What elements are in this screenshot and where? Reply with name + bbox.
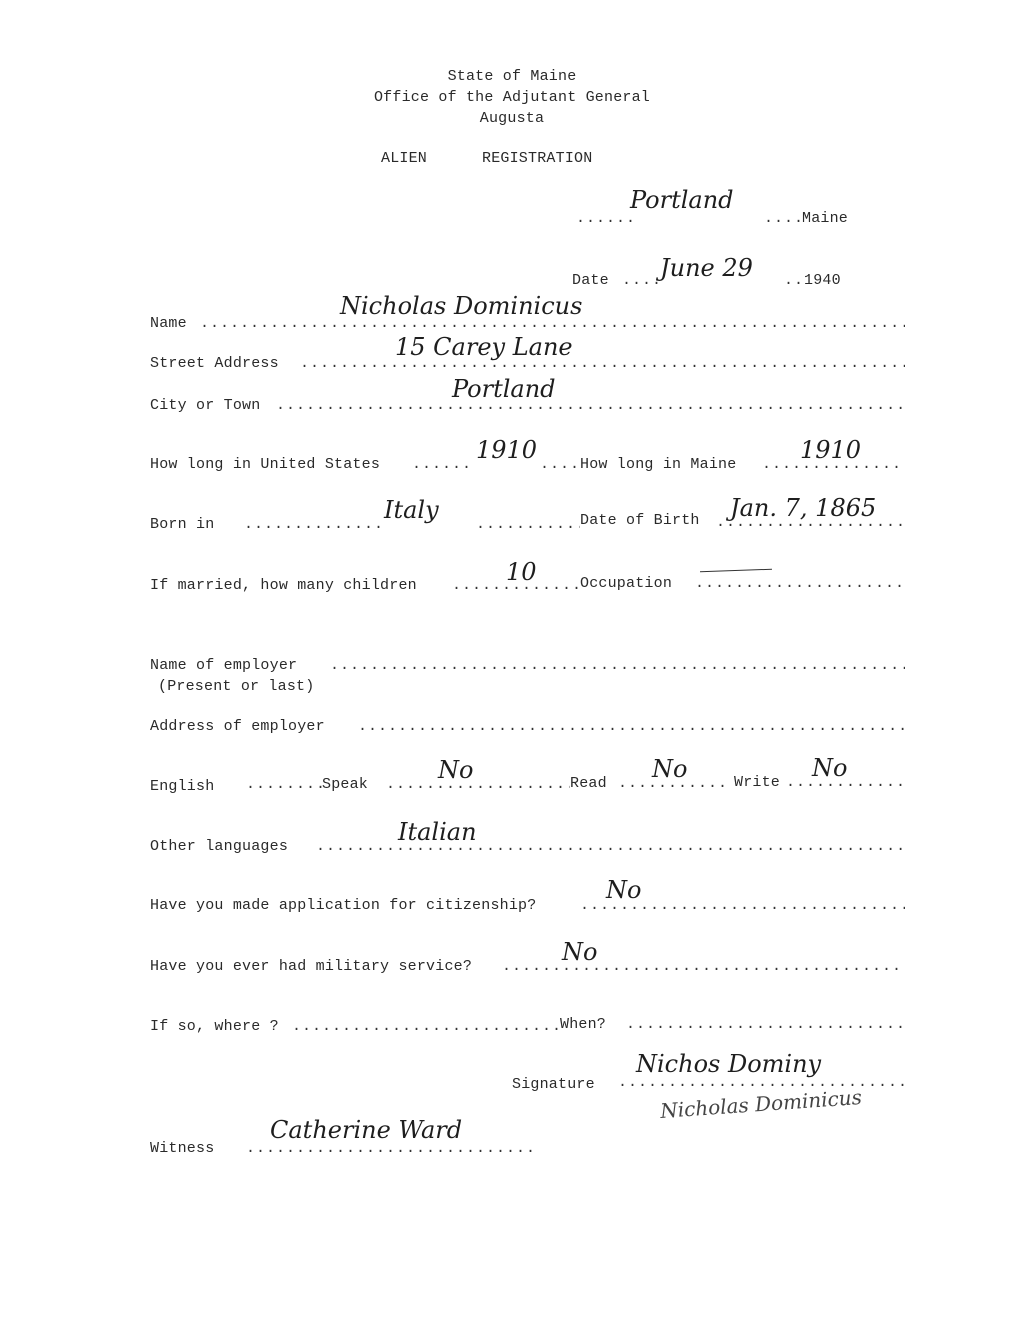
city-value: Portland <box>452 375 556 403</box>
how-long-maine-value: 1910 <box>800 436 862 464</box>
read-label: Read <box>570 775 607 792</box>
born-in-dots-b <box>476 516 580 534</box>
born-in-dots-a <box>244 516 384 534</box>
children-value: 10 <box>506 558 537 586</box>
header-state: State of Maine <box>447 68 577 85</box>
date-dots-a <box>622 272 662 290</box>
how-long-us-dots-a <box>412 456 474 474</box>
read-value: No <box>652 755 688 783</box>
occupation-dots <box>695 575 905 593</box>
dob-value: Jan. 7, 1865 <box>730 494 877 522</box>
occupation-dash <box>700 569 772 573</box>
other-languages-label: Other languages <box>150 838 289 855</box>
street-label: Street Address <box>150 355 279 372</box>
location-dots-a <box>576 210 634 228</box>
born-in-label: Born in <box>150 516 215 533</box>
city-dots <box>276 397 905 415</box>
other-languages-value: Italian <box>398 818 477 846</box>
when-label: When? <box>560 1016 607 1033</box>
citizenship-value: No <box>606 876 642 904</box>
name-value: Nicholas Dominicus <box>340 292 583 320</box>
employer-dots <box>330 657 905 675</box>
how-long-us-value: 1910 <box>476 436 538 464</box>
signature-printed-name: Nicholas Dominicus <box>659 1084 863 1124</box>
speak-value: No <box>438 756 474 784</box>
if-so-where-label: If so, where ? <box>150 1018 279 1035</box>
citizenship-label: Have you made application for citizenship? <box>150 897 537 914</box>
signature-value: Nichos Dominy <box>636 1050 822 1078</box>
location-handwritten: Portland <box>630 186 734 214</box>
english-label: English <box>150 778 215 795</box>
witness-label: Witness <box>150 1140 215 1157</box>
write-value: No <box>812 754 848 782</box>
date-dots-b <box>784 272 804 290</box>
dob-label: Date of Birth <box>580 512 700 529</box>
english-dots <box>246 776 322 794</box>
date-handwritten: June 29 <box>660 254 753 282</box>
how-long-us-dots-b <box>540 456 580 474</box>
witness-value: Catherine Ward <box>270 1116 463 1144</box>
street-dots <box>300 355 905 373</box>
employer-label: Name of employer <box>150 657 298 674</box>
born-in-value: Italy <box>384 496 439 524</box>
employer-address-dots <box>358 718 905 736</box>
occupation-label: Occupation <box>580 575 673 592</box>
children-label: If married, how many children <box>150 577 417 594</box>
employer-address-label: Address of employer <box>150 718 325 735</box>
speak-dots <box>386 776 570 794</box>
name-label: Name <box>150 315 187 332</box>
military-value: No <box>562 938 598 966</box>
military-label: Have you ever had military service? <box>150 958 473 975</box>
write-label: Write <box>734 774 781 791</box>
speak-label: Speak <box>322 776 369 793</box>
how-long-maine-label: How long in Maine <box>580 456 737 473</box>
title-registration: REGISTRATION <box>482 150 593 167</box>
date-label: Date <box>572 272 609 289</box>
employer-sublabel: (Present or last) <box>158 678 315 695</box>
how-long-us-label: How long in United States <box>150 456 381 473</box>
when-dots <box>626 1016 905 1034</box>
location-suffix: Maine <box>802 210 849 227</box>
location-dots-b <box>764 210 802 228</box>
title-alien: ALIEN <box>381 150 428 167</box>
date-year: 1940 <box>804 272 841 289</box>
street-value: 15 Carey Lane <box>395 333 573 361</box>
header-office: Office of the Adjutant General <box>373 89 651 106</box>
city-label: City or Town <box>150 397 261 414</box>
if-so-where-dots <box>292 1018 560 1036</box>
header-city: Augusta <box>479 110 545 127</box>
signature-label: Signature <box>512 1076 595 1093</box>
